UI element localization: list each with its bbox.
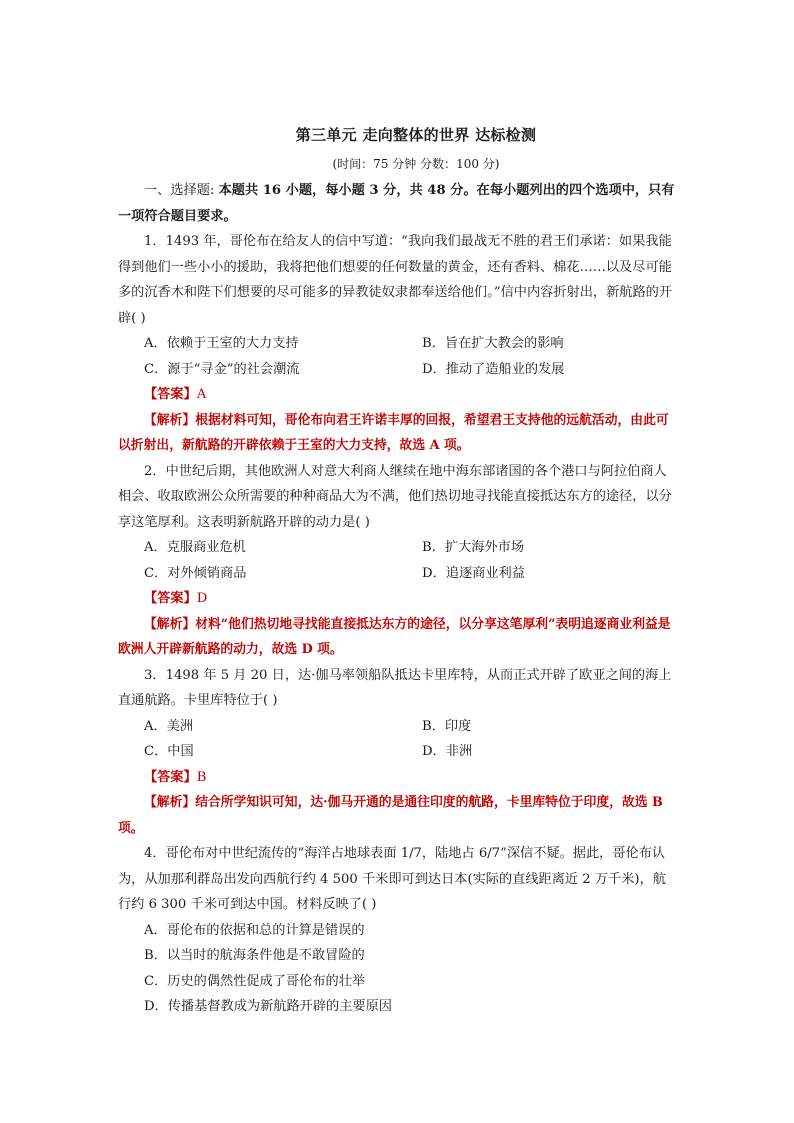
q3-answer-label: 【答案】 <box>144 769 197 785</box>
q3-option-a: A．美洲 <box>144 718 194 734</box>
question-2-options-row-2 <box>118 561 678 587</box>
q2-option-c: C．对外倾销商品 <box>144 565 247 581</box>
question-1-options-row-2 <box>118 357 678 383</box>
q3-answer <box>118 765 678 791</box>
page-title: 第三单元 走向整体的世界 达标检测 <box>295 126 537 144</box>
q4-option-a: A．哥伦布的依据和总的计算是错误的 <box>144 922 365 938</box>
q1-option-a: A．依赖于王室的大力支持 <box>144 336 299 351</box>
instruction-text: 本题共 16 小题，每小题 3 分，共 48 分。在每小题列出的四个选项中，只有一项符合题目要求。 <box>118 183 675 224</box>
q2-analysis-text: 材料“他们热切地寻找能直接抵达东方的途径，以分享这笔厚利”表明追逐商业利益是欧洲人开辟新航路的动力，故选 D 项。 <box>118 616 671 657</box>
q3-analysis <box>118 790 678 841</box>
q1-analysis <box>118 408 678 459</box>
question-1-stem: 1．1493 年，哥伦布在给友人的信中写道：“我向我们最战无不胜的君王们承诺：如果我能得到他们一些小小的援助，我将把他们想要的任何数量的黄金，还有香料、棉花……以及尽可能多的沉香木和陛下们想要的尽可能多的异教徒奴隶都奉送给他们。”信中内容折射出，新航路的开辟( ) <box>118 234 673 326</box>
q1-answer-label: 【答案】 <box>144 387 197 402</box>
question-3-stem: 3．1498 年 5 月 20 日，达·伽马率领船队抵达卡里库特，从而正式开辟了欧亚之间的海上直通航路。卡里库特位于( ) <box>118 667 672 708</box>
q2-option-d: D．追逐商业利益 <box>422 565 525 581</box>
exam-time-score: (时间：75 分钟 分数：100 分) <box>332 157 500 171</box>
section-instruction <box>118 178 678 229</box>
question-4-stem: 4．哥伦布对中世纪流传的“海洋占地球表面 1/7，陆地占 6/7”深信不疑。据此，哥伦布认为，从加那利群岛出发向西航行约 4 500 千米即可到达日本(实际的直线距离近 2 万千米)，航行约 6 300 千米可到达中国。材料反映了( ) <box>118 846 666 912</box>
q2-analysis <box>118 612 678 663</box>
question-2-stem: 2．中世纪后期，其他欧洲人对意大利商人继续在地中海东部诸国的各个港口与阿拉伯商人相会、收取欧洲公众所需要的种种商品大为不满，他们热切地寻找能直接抵达东方的途径，以分享这笔厚利。这表明新航路开辟的动力是( ) <box>118 463 672 530</box>
document-body <box>118 124 678 1020</box>
q4-option-c: C．历史的偶然性促成了哥伦布的壮举 <box>144 973 366 989</box>
instruction-prefix: 一、选择题: <box>144 183 219 198</box>
q1-answer-value: A <box>196 387 207 402</box>
q3-option-c: C．中国 <box>144 744 194 759</box>
q4-option-b: B．以当时的航海条件他是不敢冒险的 <box>144 948 365 963</box>
q3-analysis-label: 【解析】 <box>144 795 196 810</box>
q3-answer-value: B <box>196 769 207 785</box>
q2-option-b: B．扩大海外市场 <box>422 540 525 555</box>
q1-option-d: D．推动了造船业的发展 <box>422 361 565 377</box>
q1-analysis-label: 【解析】 <box>144 412 196 428</box>
q4-option-d: D．传播基督教成为新航路开辟的主要原因 <box>144 999 392 1014</box>
question-3-options-row-2 <box>118 739 678 765</box>
q2-analysis-label: 【解析】 <box>144 616 196 632</box>
q3-analysis-text: 结合所学知识可知，达·伽马开通的是通往印度的航路，卡里库特位于印度，故选 B 项。 <box>118 795 663 836</box>
q2-answer <box>118 586 678 612</box>
question-3-options-row-1 <box>118 714 678 740</box>
q2-option-a: A．克服商业危机 <box>144 540 246 555</box>
q1-analysis-text: 根据材料可知，哥伦布向君王许诺丰厚的回报，希望君王支持他的远航活动，由此可以折射出，新航路的开辟依赖于王室的大力支持，故选 A 项。 <box>118 412 669 453</box>
q1-option-b: B．旨在扩大教会的影响 <box>422 336 564 351</box>
q1-option-c: C．源于“寻金”的社会潮流 <box>144 361 300 377</box>
q2-answer-value: D <box>196 591 208 606</box>
q3-option-d: D．非洲 <box>422 744 473 759</box>
q1-answer <box>118 382 678 408</box>
question-2-options-row-1 <box>118 535 678 561</box>
question-1-options-row-1 <box>118 331 678 357</box>
q3-option-b: B．印度 <box>422 718 472 734</box>
q2-answer-label: 【答案】 <box>144 591 197 606</box>
